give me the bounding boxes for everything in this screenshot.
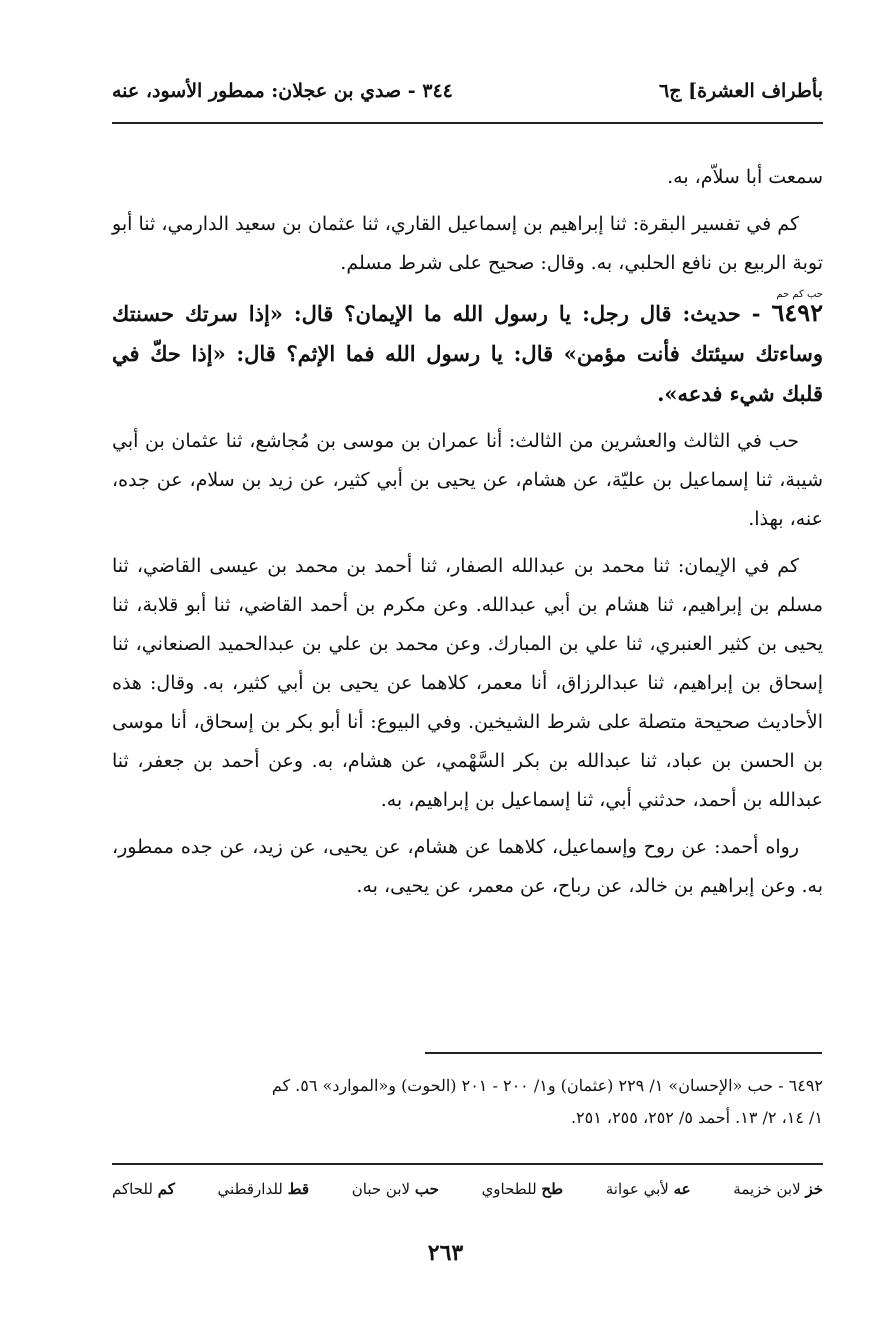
- paragraph-hibban: حب في الثالث والعشرين من الثالث: أنا عمران بن موسى بن مُجاشع، ثنا عثمان بن أبي شيبة، ثنا إسماعيل بن عليّة، عن هشام، عن يحيى بن أبي كثير، عن زيد بن سلام، عن جده، عنه، بهذا.: [112, 430, 823, 530]
- hadith-source-marker: حب كم حم: [776, 289, 823, 300]
- legend-item: قط للدارقطني: [217, 1180, 310, 1198]
- paragraph-ahmad: رواه أحمد: عن روح وإسماعيل، كلاهما عن هشام، عن يحيى، عن زيد، عن جده ممطور، به. وعن إبراهيم بن خالد، عن رباح، عن معمر، عن يحيى، به.: [112, 836, 823, 897]
- hadith-number: ٦٤٩٢: [771, 298, 823, 327]
- paragraph-kam-tafsir: كم في تفسير البقرة: ثنا إبراهيم بن إسماعيل القاري، ثنا عثمان بن سعيد الدارمي، ثنا أبو توبة الربيع بن نافع الحلبي، به. وقال: صحيح على شرط مسلم.: [112, 213, 823, 274]
- header-book-title: بأطراف العشرة] ج٦: [659, 80, 823, 102]
- page-number: ٢٦٣: [427, 1240, 464, 1266]
- running-header: [112, 80, 823, 102]
- legend-item: حب لابن حبان: [351, 1180, 439, 1198]
- hadith-entry: [112, 289, 823, 414]
- legend-item: عه لأبي عوانة: [605, 1180, 691, 1198]
- paragraph-continuation: سمعت أبا سلاّم، به.: [667, 166, 823, 188]
- footnote-line-2: ١/ ١٤، ٢/ ١٣. أحمد ٥/ ٢٥٢، ٢٥٥، ٢٥١.: [570, 1108, 823, 1127]
- footnote-rule: [425, 1052, 822, 1054]
- header-rule: [112, 122, 823, 124]
- footnote: [112, 1070, 823, 1134]
- main-text: [112, 158, 823, 914]
- legend-item: طح للطحاوي: [481, 1180, 564, 1198]
- footnote-line-1: ٦٤٩٢ - حب «الإحسان» ١/ ٢٢٩ (عثمان) و١/ ٢٠٠ - ٢٠١ (الحوت) و«الموارد» ٥٦. كم: [271, 1076, 823, 1095]
- legend-item: كم للحاكم: [112, 1180, 175, 1198]
- paragraph-kam-iman: كم في الإيمان: ثنا محمد بن عبدالله الصفار، ثنا أحمد بن محمد بن عيسى القاضي، ثنا مسلم بن إبراهيم، ثنا هشام بن أبي عبدالله. وعن مكرم بن أحمد القاضي، ثنا أبو قلابة، ثنا يحيى بن كثير العنبري، ثنا علي بن المبارك. وعن محمد بن علي بن عبدالحميد الصنعاني، ثنا إسحاق بن إبراهيم، ثنا عبدالرزاق، أنا معمر، كلاهما عن يحيى بن أبي كثير، به. وقال: هذه الأحاديث صحيحة متصلة على شرط الشيخين. وفي البيوع: أنا أبو بكر بن إسحاق، أنا موسى بن الحسن بن عباد، ثنا عبدالله بن بكر السَّهْمي، عن هشام، به. وعن أحمد بن جعفر، ثنا عبدالله بن أحمد، حدثني أبي، ثنا إسماعيل بن إبراهيم، به.: [112, 555, 823, 811]
- hadith-text: - حديث: قال رجل: يا رسول الله ما الإيمان؟ قال: «إذا سرتك حسنتك وساءتك سيئتك فأنت مؤمن» قال: يا رسول الله فما الإثم؟ قال: «إذا حكّ في قلبك شيء فدعه».: [112, 301, 823, 406]
- header-section-title: ٣٤٤ - صدي بن عجلان: ممطور الأسود، عنه: [112, 80, 453, 102]
- legend-rule: [112, 1163, 823, 1165]
- abbreviation-legend: [112, 1180, 823, 1198]
- legend-item: خز لابن خزيمة: [733, 1180, 823, 1198]
